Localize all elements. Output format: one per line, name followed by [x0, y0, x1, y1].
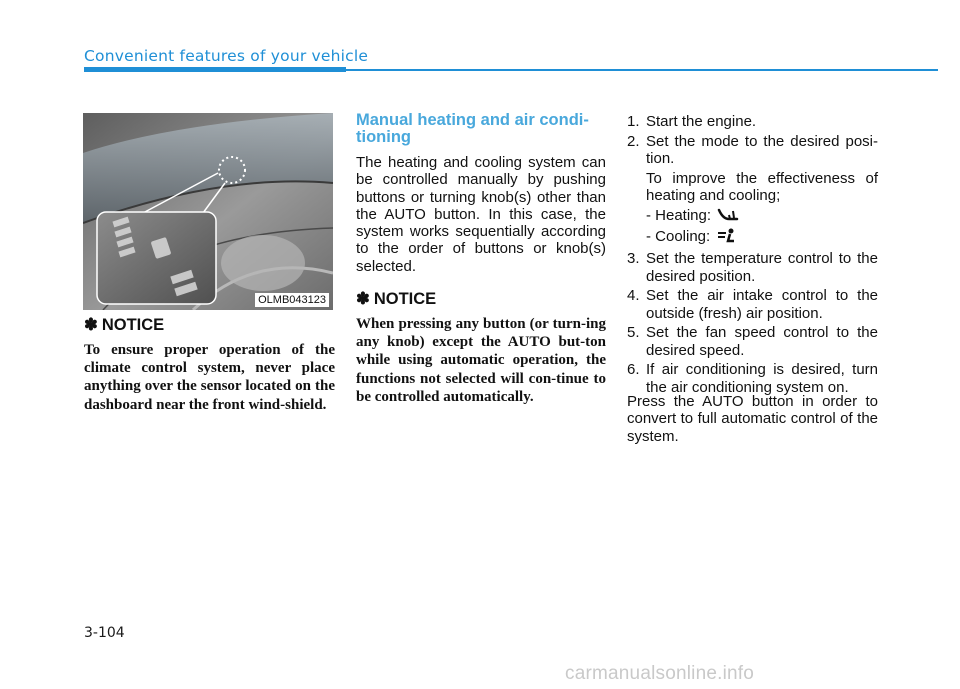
header-rule-thick — [84, 67, 346, 72]
watermark: carmanualsonline.info — [565, 663, 755, 684]
list-item: 4. Set the air intake control to the outside (fresh) air position. — [627, 287, 878, 322]
figure-code: OLMB043123 — [255, 293, 329, 307]
list-item: 5. Set the fan speed control to the desired speed. — [627, 324, 878, 359]
notice-text-middle: When pressing any button (or turn-ing any knob) except the AUTO but-ton while using automatic operation, the functions not selected will con-tinue to be controlled automatically. — [356, 316, 606, 405]
manual-steps — [627, 113, 878, 398]
closing-text: Press the AUTO button in order to convert to full automatic control of the system. — [627, 393, 878, 445]
windshield-sensor-figure — [83, 113, 333, 310]
floor-mode-icon — [717, 207, 739, 223]
manual-heading: Manual heating and air condi-tioning — [356, 111, 589, 146]
notice-star-icon: ✽ — [356, 290, 370, 308]
notice-star-icon: ✽ — [84, 316, 98, 334]
list-item: 2. Set the mode to the desired posi-tion. — [627, 132, 878, 167]
face-mode-icon — [716, 228, 738, 246]
manual-intro: The heating and cooling system can be controlled manually by pushing buttons or turning knob(s) other than the AUTO button. In this case, the system works sequentially according to the order of buttons or knob(s) selected. — [356, 154, 606, 275]
list-item: 6. If air conditioning is desired, turn the air conditioning system on. — [627, 361, 878, 396]
list-item: 1. Start the engine. — [627, 113, 757, 130]
page-number: 3-104 — [84, 625, 125, 641]
cooling-mode-row: - Cooling: — [627, 228, 878, 246]
car-hood-illustration — [83, 113, 333, 310]
notice-text-left: To ensure proper operation of the climate control system, never place anything over the sensor located on the dashboard near the front wind-shield. — [84, 342, 335, 413]
notice-heading-middle: ✽ NOTICE — [356, 290, 437, 308]
step2-note: To improve the effectiveness of heating and cooling; — [646, 169, 878, 204]
list-item: 3. Set the temperature control to the desired position. — [627, 250, 878, 285]
heating-mode-row: - Heating: — [627, 207, 878, 225]
notice-heading-left: ✽ NOTICE — [84, 316, 165, 334]
header-rule-thin — [346, 69, 938, 71]
section-title: Convenient features of your vehicle — [84, 47, 369, 65]
